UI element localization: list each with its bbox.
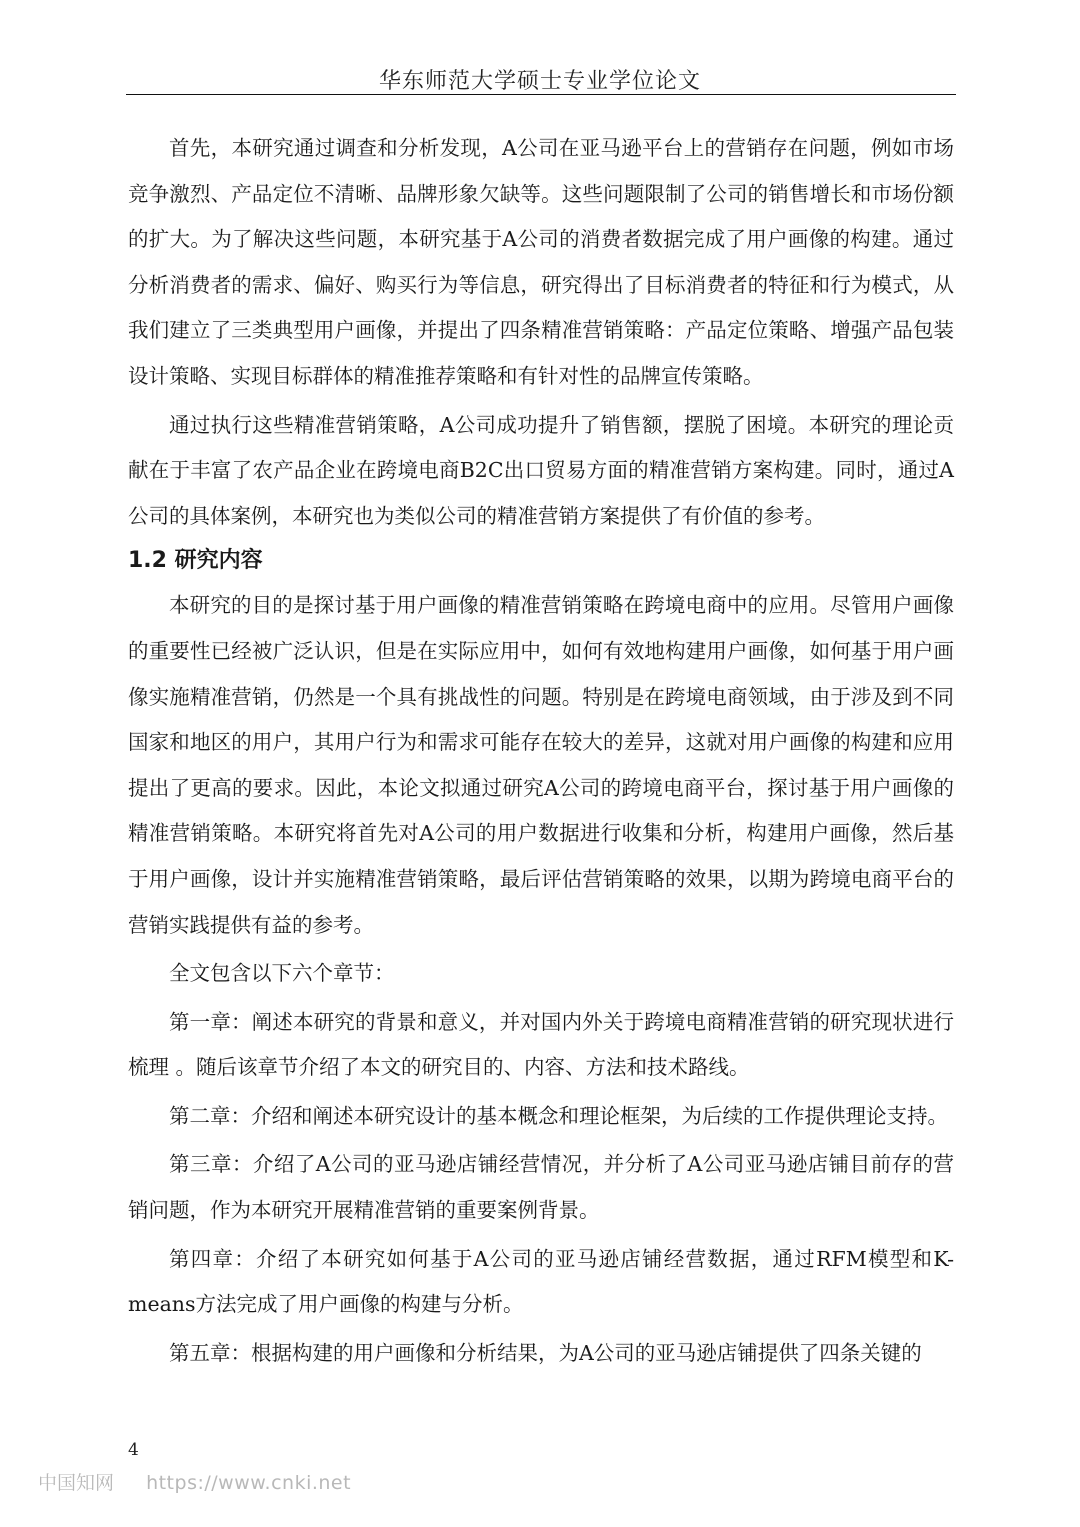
paragraph: 首先，本研究通过调查和分析发现，A公司在亚马逊平台上的营销存在问题，例如市场竞争激烈、产品定位不清晰、品牌形象欠缺等。这些问题限制了公司的销售增长和市场份额的扩大。为了解决这些问题，本研究基于A公司的消费者数据完成了用户画像的构建。通过分析消费者的需求、偏好、购买行为等信息，研究得出了目标消费者的特征和行为模式，从我们建立了三类典型用户画像，并提出了四条精准营销策略：产品定位策略、增强产品包装设计策略、实现目标群体的精准推荐策略和有针对性的品牌宣传策略。 [128, 136, 954, 388]
paragraph: 第四章：介绍了本研究如何基于A公司的亚马逊店铺经营数据，通过RFM模型和K-means方法完成了用户画像的构建与分析。 [128, 1246, 954, 1317]
header-rule [126, 94, 956, 95]
document-body [128, 126, 954, 1376]
watermark-brand: 中国知网 [38, 1472, 115, 1494]
paragraph: 通过执行这些精准营销策略，A公司成功提升了销售额，摆脱了困境。本研究的理论贡献在于丰富了农产品企业在跨境电商B2C出口贸易方面的精准营销方案构建。同时，通过A公司的具体案例，本研究也为类似公司的精准营销方案提供了有价值的参考。 [128, 412, 954, 528]
running-header-title: 华东师范大学硕士专业学位论文 [378, 69, 701, 94]
paragraph: 第一章：阐述本研究的背景和意义，并对国内外关于跨境电商精准营销的研究现状进行梳理 。随后该章节介绍了本文的研究目的、内容、方法和技术路线。 [128, 1009, 954, 1080]
watermark-url: https://www.cnki.net [146, 1472, 352, 1494]
section-heading: 1.2 研究内容 [128, 548, 263, 574]
paragraph: 本研究的目的是探讨基于用户画像的精准营销策略在跨境电商中的应用。尽管用户画像的重要性已经被广泛认识，但是在实际应用中，如何有效地构建用户画像，如何基于用户画像实施精准营销，仍然是一个具有挑战性的问题。特别是在跨境电商领域，由于涉及到不同国家和地区的用户，其用户行为和需求可能存在较大的差异，这就对用户画像的构建和应用提出了更高的要求。因此，本论文拟通过研究A公司的跨境电商平台，探讨基于用户画像的精准营销策略。本研究将首先对A公司的用户数据进行收集和分析，构建用户画像，然后基于用户画像，设计并实施精准营销策略，最后评估营销策略的效果，以期为跨境电商平台的营销实践提供有益的参考。 [128, 593, 954, 937]
paragraph: 第五章：根据构建的用户画像和分析结果，为A公司的亚马逊店铺提供了四条关键的 [169, 1340, 922, 1365]
page-number: 4 [128, 1440, 139, 1460]
cnki-watermark [38, 1468, 351, 1495]
paragraph: 第三章：介绍了A公司的亚马逊店铺经营情况，并分析了A公司亚马逊店铺目前存的营销问题，作为本研究开展精准营销的重要案例背景。 [128, 1152, 954, 1223]
paragraph: 第二章：介绍和阐述本研究设计的基本概念和理论框架，为后续的工作提供理论支持。 [169, 1103, 948, 1128]
paragraph: 全文包含以下六个章节： [169, 961, 395, 986]
